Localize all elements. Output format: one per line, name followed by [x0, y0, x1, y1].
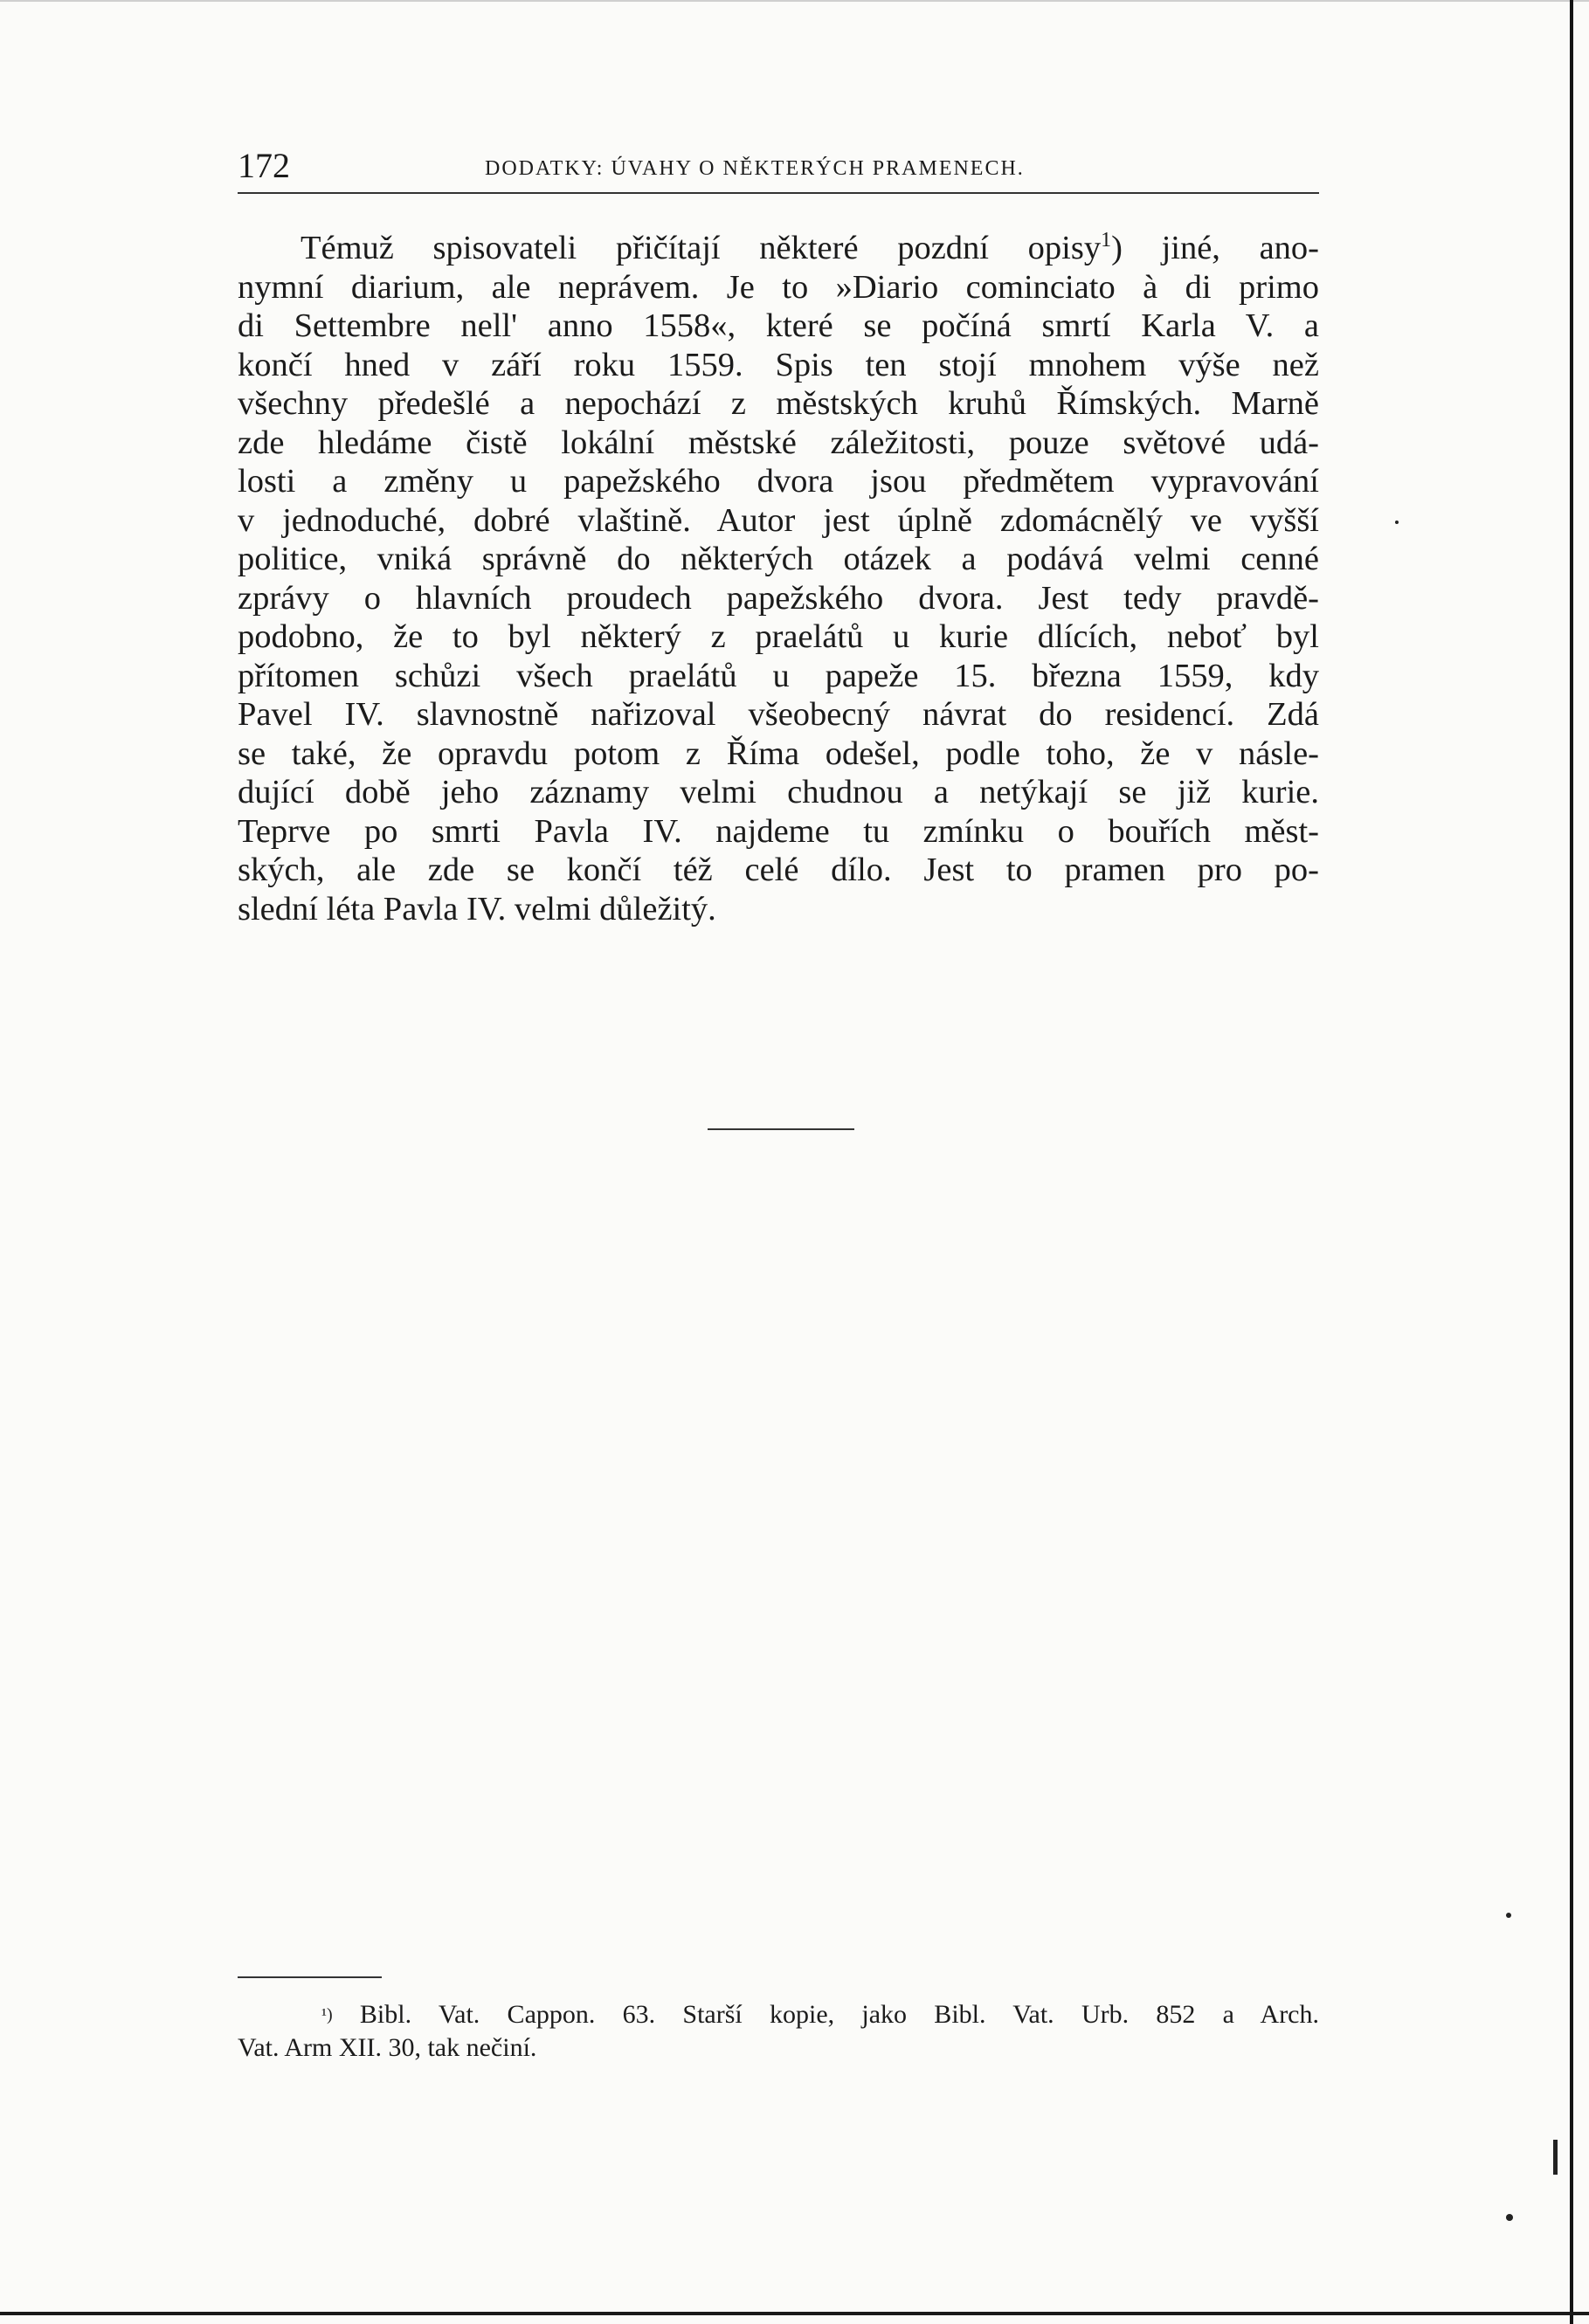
text-line: v jednoduché, dobré vlaštině. Autor jest úplně zdomácnělý ve vyšší — [238, 501, 1319, 539]
text-line: losti a změny u papežského dvora jsou předmětem vypravování — [238, 463, 1319, 500]
scan-speck — [1395, 521, 1399, 524]
running-head: DODATKY: ÚVAHY O NĚKTERÝCH PRAMENECH. — [485, 157, 1025, 180]
text-line: končí hned v září roku 1559. Spis ten stojí mnohem výše než — [238, 346, 1319, 383]
text-line: podobno, že to byl některý z praelátů u kurie dlících, neboť byl — [238, 618, 1319, 655]
page-number: 172 — [238, 146, 290, 185]
footnote-rule — [238, 1976, 382, 1978]
text-line-content: Témuž spisovateli přičítají některé pozdní opisy — [301, 230, 1102, 266]
scan-top-edge — [0, 0, 1589, 2]
text-line: všechny předešlé a nepochází z městských kruhů Římských. Marně — [238, 385, 1319, 422]
text-line: ských, ale zde se končí též celé dílo. Jest to pramen pro po- — [238, 852, 1319, 888]
scan-speck — [1553, 2140, 1558, 2175]
text-line: politice, vniká správně do některých otázek a podává velmi cenné — [238, 541, 1319, 577]
text-line — [238, 229, 1319, 268]
section-separator — [708, 1128, 854, 1130]
scan-right-edge — [1570, 0, 1573, 2324]
text-line: přítomen schůzi všech praelátů u papeže 15. března 1559, kdy — [238, 657, 1319, 694]
footnote-reference: 1 — [1101, 229, 1112, 252]
text-line: nymní diarium, ale neprávem. Je to »Diario cominciato à di primo — [238, 268, 1319, 306]
text-line: slední léta Pavla IV. velmi důležitý. — [238, 890, 716, 928]
text-line: Pavel IV. slavnostně nařizoval všeobecný návrat do residencí. Zdá — [238, 696, 1319, 733]
text-line-tail: ) jiné, ano- — [1111, 230, 1319, 266]
footnote-marker: ¹) — [321, 2005, 333, 2024]
text-line: dující době jeho záznamy velmi chudnou a netýkají se již kurie. — [238, 774, 1319, 810]
scan-bottom-edge — [0, 2312, 1589, 2315]
footnote — [238, 1998, 1319, 2065]
text-line: zprávy o hlavních proudech papežského dvora. Jest tedy pravdě- — [238, 579, 1319, 617]
scan-speck — [1506, 2214, 1513, 2221]
text-line: se také, že opravdu potom z Říma odešel, podle toho, že v násle- — [238, 734, 1319, 772]
footnote-line: Vat. Arm XII. 30, tak nečiní. — [238, 2033, 537, 2062]
scan-speck — [1506, 1913, 1511, 1918]
text-line: zde hledáme čistě lokální městské záležitosti, pouze světové udá- — [238, 424, 1319, 461]
text-line: di Settembre nell' anno 1558«, které se počíná smrtí Karla V. a — [238, 307, 1319, 344]
text-line: Teprve po smrti Pavla IV. najdeme tu zmínku o bouřích měst- — [238, 812, 1319, 850]
footnote-text: Bibl. Vat. Cappon. 63. Starší kopie, jako Bibl. Vat. Urb. 852 a Arch. — [359, 2000, 1319, 2029]
body-paragraph — [238, 229, 1319, 928]
page-header — [238, 145, 1319, 194]
footnote-line — [238, 1998, 1319, 2031]
